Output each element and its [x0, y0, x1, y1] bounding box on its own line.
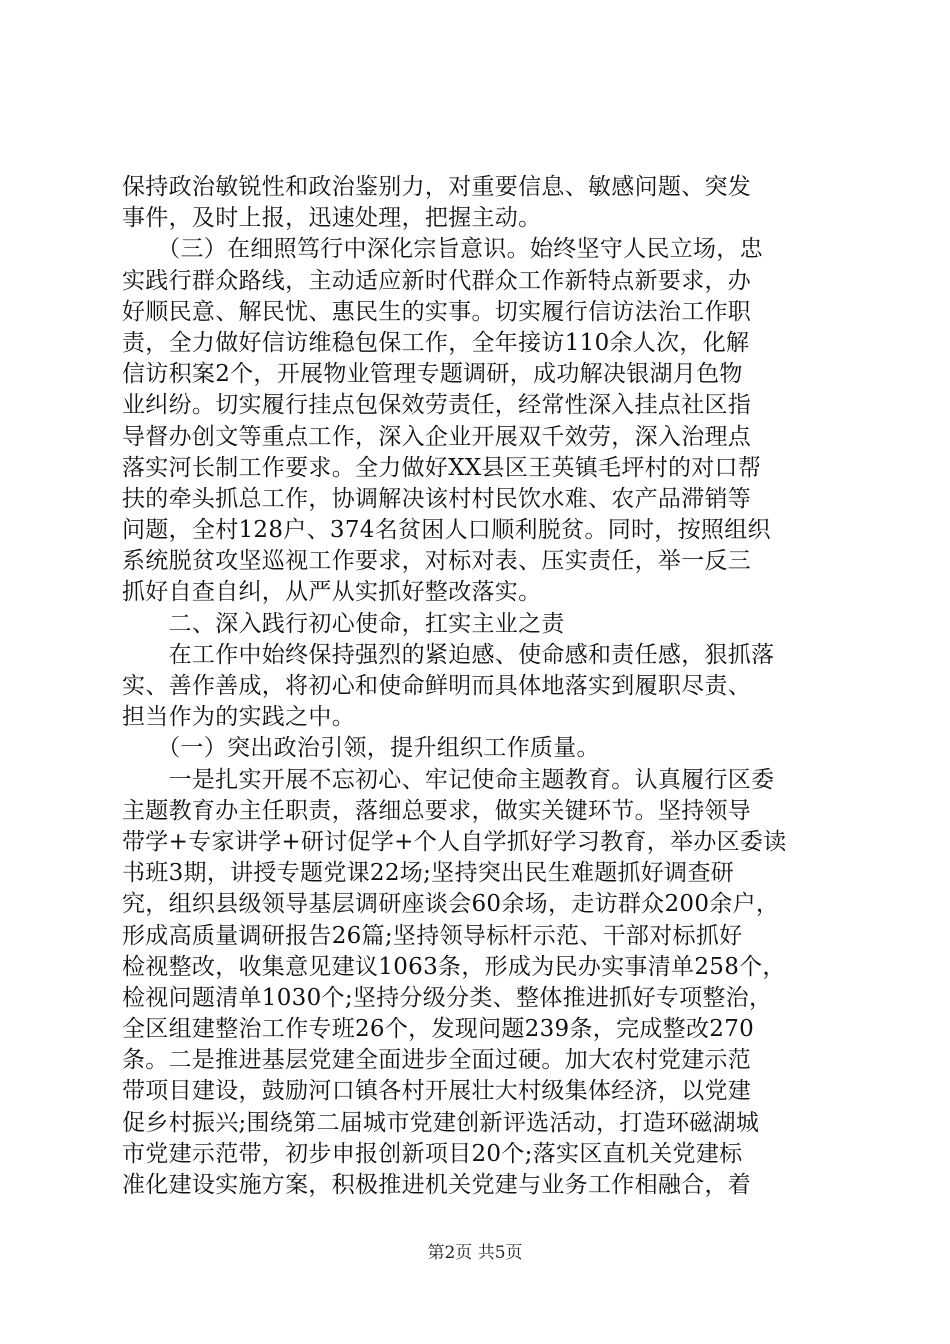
text-line: 问题，全村128户、374名贫困人口顺利脱贫。同时，按照组织 — [122, 517, 771, 544]
text-line: 带学+专家讲学+研讨促学+个人自学抓好学习教育，举办区委读 — [122, 828, 787, 855]
text-line: 系统脱贫攻坚巡视工作要求，对标对表、压实责任，举一反三 — [122, 548, 752, 575]
text-line: 抓好自查自纠，从严从实抓好整改落实。 — [122, 579, 542, 606]
text-line: 检视问题清单1030个;坚持分级分类、整体推进抓好专项整治， — [122, 984, 773, 1011]
text-line: 责，全力做好信访维稳包保工作，全年接访110余人次，化解 — [122, 329, 750, 356]
text-line: 保持政治敏锐性和政治鉴别力，对重要信息、敏感问题、突发 — [122, 174, 752, 200]
text-line: 在工作中始终保持强烈的紧迫感、使命感和责任感，狠抓落 — [122, 641, 775, 668]
text-line: 主题教育办主任职责，落细总要求，做实关键环节。坚持领导 — [122, 797, 752, 824]
text-line: 担当作为的实践之中。 — [122, 704, 355, 731]
text-line: 业纠纷。切实履行挂点包保效劳责任，经常性深入挂点社区指 — [122, 392, 752, 419]
body-text — [122, 172, 842, 1201]
text-line: 落实河长制工作要求。全力做好XX县区王英镇毛坪村的对口帮 — [122, 454, 762, 481]
text-line: 检视整改，收集意见建议1063条，形成为民办实事清单258个， — [122, 953, 786, 980]
text-line: 一是扎实开展不忘初心、牢记使命主题教育。认真履行区委 — [122, 766, 775, 793]
text-line: 书班3期，讲授专题党课22场;坚持突出民生难题抓好调查研 — [122, 860, 735, 887]
text-line: 市党建示范带，初步申报创新项目20个;落实区直机关党建标 — [122, 1140, 743, 1167]
text-line: 事件，及时上报，迅速处理，把握主动。 — [122, 205, 542, 232]
text-line: 形成高质量调研报告26篇;坚持领导标杆示范、干部对标抓好 — [122, 922, 743, 949]
text-line: 实、善作善成，将初心和使命鲜明而具体地落实到履职尽责、 — [122, 673, 752, 699]
text-line: 导督办创文等重点工作，深入企业开展双千效劳，深入治理点 — [122, 423, 752, 450]
text-line: 准化建设实施方案，积极推进机关党建与业务工作相融合，着 — [122, 1172, 752, 1198]
text-line: （三）在细照笃行中深化宗旨意识。始终坚守人民立场，忠 — [122, 236, 763, 263]
text-line: 带项目建设，鼓励河口镇各村开展壮大村级集体经济，以党建 — [122, 1078, 752, 1105]
text-line: 扶的牵头抓总工作，协调解决该村村民饮水难、农产品滞销等 — [122, 485, 752, 512]
text-line: （一）突出政治引领，提升组织工作质量。 — [122, 735, 600, 762]
text-line: 条。二是推进基层党建全面进步全面过硬。加大农村党建示范 — [122, 1047, 752, 1074]
text-line: 信访积案2个，开展物业管理专题调研，成功解决银湖月色物 — [122, 361, 743, 388]
text-line: 促乡村振兴;围绕第二届城市党建创新评选活动，打造环磁湖城 — [122, 1109, 760, 1136]
text-line: 好顺民意、解民忧、惠民生的实事。切实履行信访法治工作职 — [122, 298, 752, 325]
text-line: 二、深入践行初心使命，扛实主业之责 — [122, 610, 565, 637]
page-footer: 第2页 共5页 — [427, 1243, 523, 1263]
text-line: 全区组建整治工作专班26个，发现问题239条，完成整改270 — [122, 1016, 755, 1043]
text-line: 究，组织县级领导基层调研座谈会60余场，走访群众200余户， — [122, 891, 780, 918]
text-line: 实践行群众路线，主动适应新时代群众工作新特点新要求，办 — [122, 267, 752, 294]
